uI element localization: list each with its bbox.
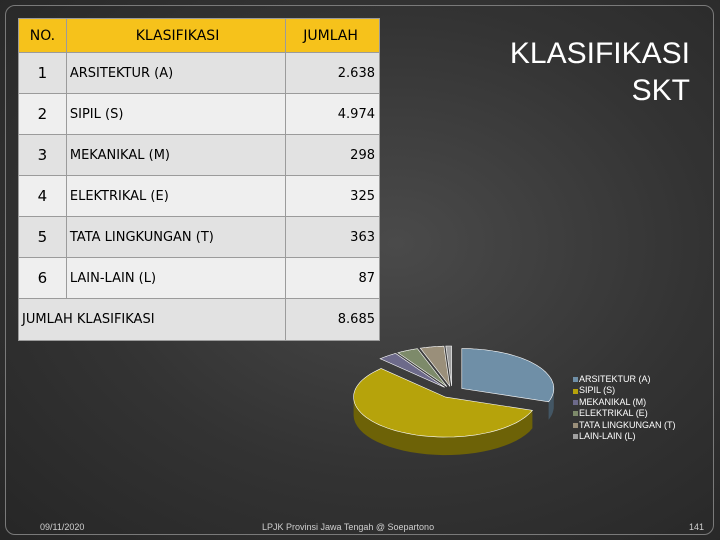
legend-swatch — [573, 400, 578, 405]
legend-swatch — [573, 389, 578, 394]
title-line-2: SKT — [631, 74, 690, 107]
footer-date: 09/11/2020 — [40, 522, 85, 532]
legend-swatch — [573, 423, 578, 428]
pie-slice-top — [462, 349, 554, 402]
row-klasifikasi: ELEKTRIKAL (E) — [66, 176, 285, 217]
legend-item — [573, 408, 676, 419]
legend-label: SIPIL (S) — [579, 385, 616, 396]
legend-swatch — [573, 411, 578, 416]
header-klasifikasi: KLASIFIKASI — [66, 19, 285, 53]
legend-swatch — [573, 377, 578, 382]
footer-page-number: 141 — [689, 522, 705, 532]
row-no: 2 — [19, 94, 67, 135]
row-jumlah: 2.638 — [286, 53, 380, 94]
legend-swatch — [573, 434, 578, 439]
legend-label: ARSITEKTUR (A) — [579, 374, 651, 384]
title-line-1: KLASIFIKASI — [509, 37, 690, 70]
row-jumlah: 325 — [286, 176, 380, 217]
legend-item — [573, 374, 676, 385]
row-jumlah: 4.974 — [286, 94, 380, 135]
row-no: 4 — [19, 176, 67, 217]
row-klasifikasi: MEKANIKAL (M) — [66, 135, 285, 176]
row-klasifikasi: SIPIL (S) — [66, 94, 285, 135]
row-no: 5 — [19, 217, 67, 258]
legend-item — [573, 385, 676, 396]
legend-item — [573, 420, 676, 431]
total-label: JUMLAH KLASIFIKASI — [19, 299, 286, 341]
legend-item — [573, 397, 676, 408]
footer-center: LPJK Provinsi Jawa Tengah @ Soepartono — [262, 522, 435, 532]
legend-label: TATA LINGKUNGAN (T) — [579, 419, 676, 430]
header-jumlah: JUMLAH — [286, 19, 380, 53]
row-klasifikasi: TATA LINGKUNGAN (T) — [66, 217, 285, 258]
row-klasifikasi: ARSITEKTUR (A) — [66, 53, 285, 94]
header-no: NO. — [19, 19, 67, 53]
total-value: 8.685 — [286, 299, 380, 341]
legend-label: ELEKTRIKAL (E) — [579, 408, 648, 419]
row-no: 1 — [19, 53, 67, 94]
row-jumlah: 298 — [286, 135, 380, 176]
legend-item — [573, 431, 676, 442]
row-jumlah: 87 — [286, 258, 380, 299]
row-no: 3 — [19, 135, 67, 176]
chart-legend — [573, 374, 676, 442]
row-jumlah: 363 — [286, 217, 380, 258]
row-klasifikasi: LAIN-LAIN (L) — [66, 258, 285, 299]
row-no: 6 — [19, 258, 67, 299]
legend-label: LAIN-LAIN (L) — [579, 431, 636, 442]
legend-label: MEKANIKAL (M) — [579, 396, 647, 407]
